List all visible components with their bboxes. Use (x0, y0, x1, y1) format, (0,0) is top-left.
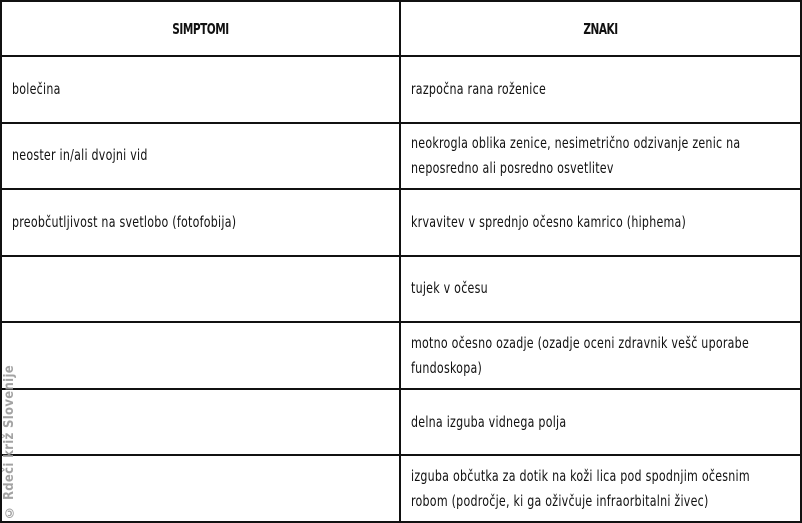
znak-cell (400, 256, 801, 323)
znak-text: delna izguba vidnega polja (410, 412, 567, 431)
header-simptomi: SIMPTOMI (45, 1, 356, 56)
table-header-row (1, 1, 801, 56)
simptom-cell (1, 256, 400, 323)
simptom-cell (1, 455, 400, 522)
simptom-cell (1, 56, 400, 123)
table-row (1, 256, 801, 323)
znak-cell (400, 455, 801, 522)
znak-cell (400, 189, 801, 256)
znak-text: motno očesno ozadje (ozadje oceni zdravnik vešč uporabe fundoskopa) (410, 333, 749, 377)
znak-text: tujek v očesu (410, 279, 488, 298)
znak-cell (400, 322, 801, 389)
header-znaki: ZNAKI (444, 1, 757, 56)
znak-cell (400, 56, 801, 123)
table-row (1, 455, 801, 522)
table-row (1, 189, 801, 256)
copyright-watermark: © Rdeči križ Slovenije (2, 365, 17, 520)
znak-cell (400, 123, 801, 190)
znak-text: izguba občutka za dotik na koži lica pod spodnjim očesnim robom (področje, ki ga oživčuje infraorbitalni živec) (410, 466, 750, 510)
simptom-text: neoster in/ali dvojni vid (12, 146, 148, 165)
table-row (1, 389, 801, 456)
simptom-text: preobčutljivost na svetlobo (fotofobija) (12, 212, 237, 231)
simptom-cell (1, 123, 400, 190)
znak-cell (400, 389, 801, 456)
znak-text: krvavitev v sprednjo očesno kamrico (hiphema) (410, 212, 687, 231)
simptom-cell (1, 322, 400, 389)
simptom-cell (1, 189, 400, 256)
table-row (1, 56, 801, 123)
table-row (1, 123, 801, 190)
znak-text: razpočna rana roženice (410, 79, 547, 98)
simptom-text: bolečina (12, 79, 61, 98)
table-row (1, 322, 801, 389)
znak-text: neokrogla oblika zenice, nesimetrično odzivanje zenic na neposredno ali posredno osvetlitev (410, 133, 741, 177)
simptom-cell (1, 389, 400, 456)
